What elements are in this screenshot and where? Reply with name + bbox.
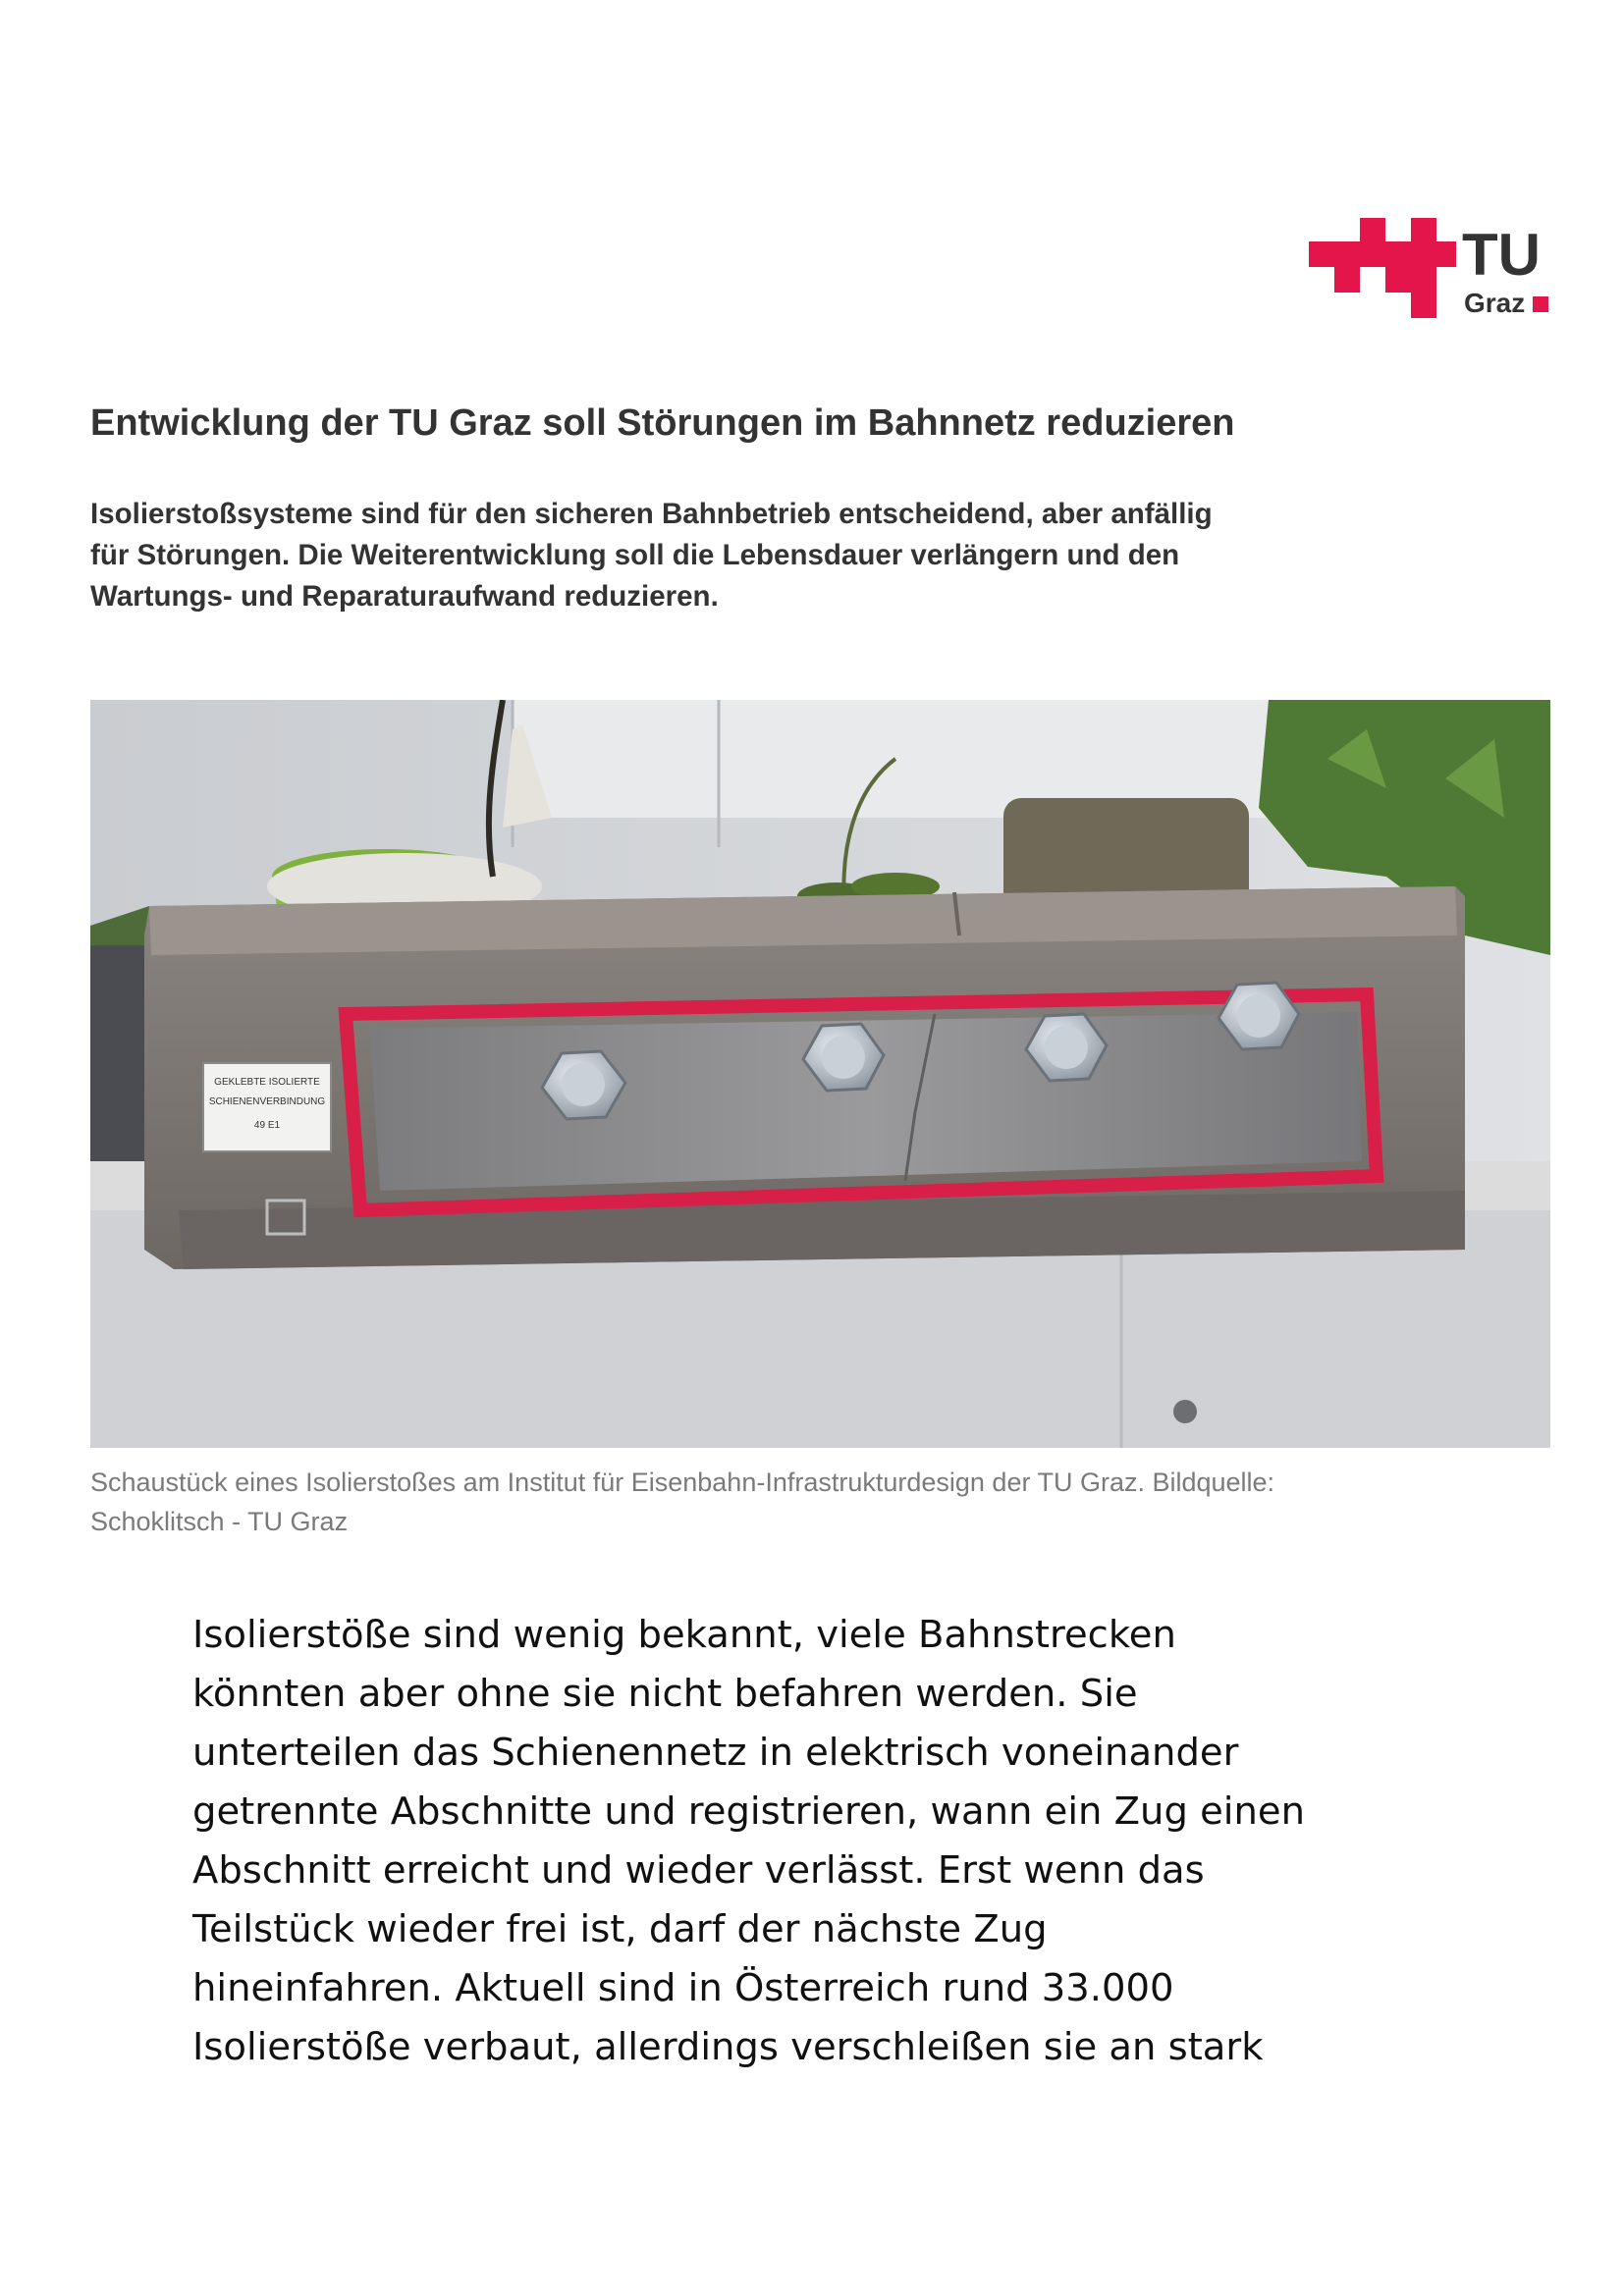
logo-text-tu: TU (1462, 222, 1541, 288)
article-headline: Entwicklung der TU Graz soll Störungen im Bahnnetz reduzieren (90, 402, 1235, 444)
body-line: Abschnitt erreicht und wieder verlässt. Erst wenn das (192, 1848, 1205, 1893)
body-line: unterteilen das Schienennetz in elektrisch voneinander (192, 1731, 1239, 1775)
lead-line: Isolierstoßsysteme sind für den sicheren Bahnbetrieb entscheidend, aber anfällig (90, 498, 1213, 530)
rail-label-plate (203, 1063, 331, 1151)
body-line: Isolierstöße sind wenig bekannt, viele Bahnstrecken (192, 1613, 1176, 1657)
caption-line: Schoklitsch - TU Graz (90, 1507, 349, 1536)
tu-graz-logo (1309, 218, 1554, 322)
article-lead (90, 494, 1534, 617)
label-line: SCHIENENVERBINDUNG (208, 1096, 326, 1107)
body-line: Isolierstöße verbaut, allerdings verschleißen sie an stark (192, 2025, 1264, 2069)
article-body (192, 1606, 1489, 2077)
logo-square-icon (1533, 296, 1548, 312)
label-line: 49 E1 (253, 1120, 281, 1131)
body-line: hineinfahren. Aktuell sind in Österreich rund 33.000 (192, 1966, 1174, 2010)
lead-line: für Störungen. Die Weiterentwicklung soll die Lebensdauer verlängern und den (90, 539, 1180, 571)
body-line: könnten aber ohne sie nicht befahren werden. Sie (192, 1672, 1138, 1716)
rail (144, 886, 1465, 1269)
logo-mark-icon (1309, 218, 1456, 318)
photo-caption (90, 1463, 1563, 1541)
label-line: GEKLEBTE ISOLIERTE (214, 1077, 320, 1088)
lead-line: Wartungs- und Reparaturaufwand reduzieren. (90, 580, 719, 613)
body-line: Teilstück wieder frei ist, darf der nächste Zug (192, 1907, 1048, 1951)
caption-line: Schaustück eines Isolierstoßes am Institut für Eisenbahn-Infrastrukturdesign der TU Graz. Bildquelle: (90, 1468, 1275, 1497)
article-photo (90, 700, 1550, 1448)
logo-text-graz: Graz (1464, 288, 1526, 318)
body-line: getrennte Abschnitte und registrieren, wann ein Zug einen (192, 1789, 1305, 1834)
